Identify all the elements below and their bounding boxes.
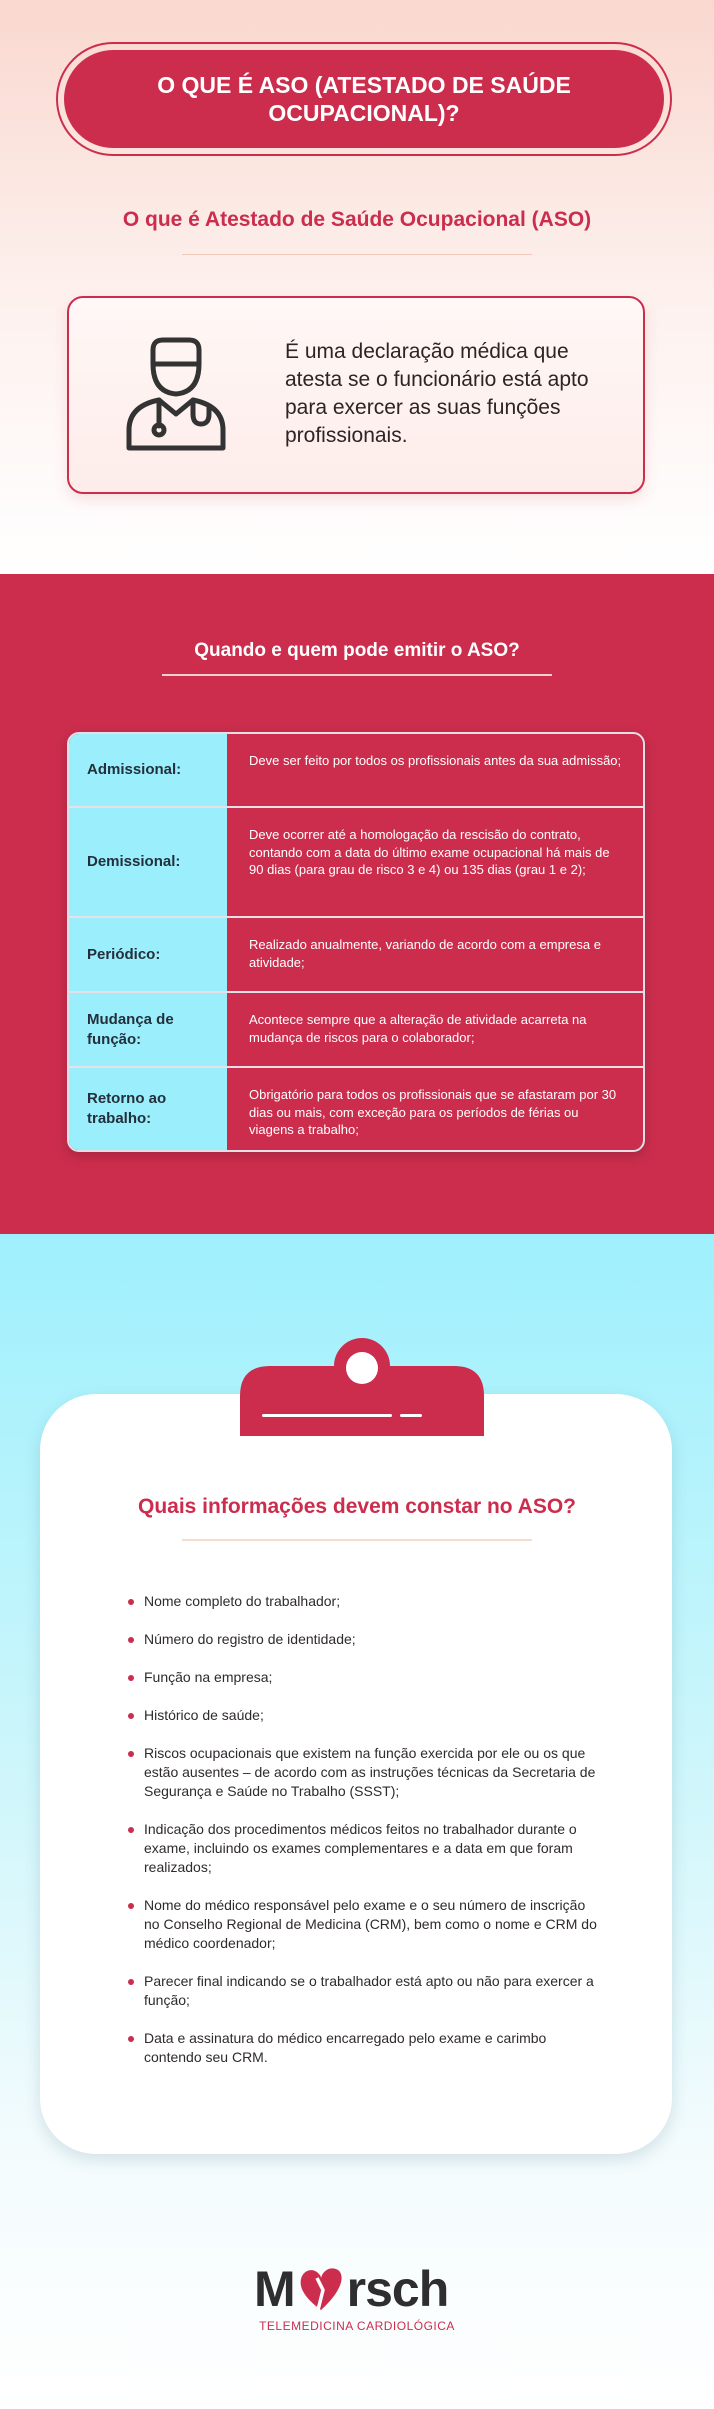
bullet-icon [128, 1599, 134, 1605]
list-item: Riscos ocupacionais que existem na função exercida por ele ou os que estão ausentes – de acordo com as instruções técnicas da Secretaria de Segurança e Saúde no Trabalho (SSST); [128, 1744, 598, 1801]
divider [182, 254, 532, 255]
page-title: O QUE É ASO (ATESTADO DE SAÚDE OCUPACIONAL)? [64, 50, 664, 148]
info-section-title: Quais informações devem constar no ASO? [137, 1495, 576, 1518]
list-item: Data e assinatura do médico encarregado pelo exame e carimbo contendo seu CRM. [128, 2029, 598, 2067]
aso-type-description: Deve ocorrer até a homologação da rescisão do contrato, contando com a data do último exame ocupacional há mais de 90 dias (para grau de risco 3 e 4) ou 135 dias (grau 1 e 2); [249, 827, 610, 877]
intro-section [0, 0, 714, 574]
list-item: Nome do médico responsável pelo exame e o seu número de inscrição no Conselho Regional de Medicina (CRM), bem como o nome e CRM do médico coordenador; [128, 1896, 598, 1953]
when-section [0, 574, 714, 1234]
table-row [69, 1068, 643, 1150]
list-item: Histórico de saúde; [128, 1706, 598, 1725]
list-item: Função na empresa; [128, 1668, 598, 1687]
logo-letters: rsch [346, 2261, 449, 2317]
logo-wordmark [254, 2257, 448, 2317]
info-section [0, 1234, 714, 2409]
divider [162, 674, 552, 676]
list-item: Indicação dos procedimentos médicos feitos no trabalhador durante o exame, incluindo os exames complementares e a data em que foram realizados; [128, 1820, 598, 1877]
aso-type-label: Retorno ao trabalho: [69, 1068, 227, 1150]
when-section-title: Quando e quem pode emitir o ASO? [194, 640, 520, 661]
logo-tagline: TELEMEDICINA CARDIOLÓGICA [259, 2319, 455, 2333]
list-item: Parecer final indicando se o trabalhador está apto ou não para exercer a função; [128, 1972, 598, 2010]
info-list [128, 1592, 598, 2086]
intro-subtitle: O que é Atestado de Saúde Ocupacional (ASO) [122, 208, 592, 231]
aso-type-label: Demissional: [69, 808, 227, 916]
list-item: Nome completo do trabalhador; [128, 1592, 598, 1611]
bullet-icon [128, 1713, 134, 1719]
aso-type-description: Deve ser feito por todos os profissionais antes da sua admissão; [249, 753, 622, 768]
bullet-icon [128, 1751, 134, 1757]
brand-logo [0, 2257, 714, 2347]
aso-type-description: Acontece sempre que a alteração de atividade acarreta na mudança de riscos para o colaborador; [249, 1012, 587, 1045]
bullet-icon [128, 1675, 134, 1681]
definition-text: É uma declaração médica que atesta se o funcionário está apto para exercer as suas funções profissionais. [285, 340, 589, 447]
logo-letter: M [254, 2261, 295, 2317]
doctor-icon [121, 334, 231, 454]
aso-type-label: Periódico: [69, 918, 227, 991]
aso-type-description: Obrigatório para todos os profissionais que se afastaram por 30 dias ou mais, com exceção para os períodos de férias ou viagens a trabalho; [249, 1087, 617, 1137]
title-banner [56, 42, 672, 156]
bullet-icon [128, 1903, 134, 1909]
bullet-icon [128, 1637, 134, 1643]
bullet-icon [128, 1979, 134, 1985]
heart-icon [297, 2264, 345, 2314]
table-row [69, 808, 643, 918]
divider [182, 1539, 532, 1541]
aso-types-table [67, 732, 645, 1152]
definition-card [67, 296, 645, 494]
table-row [69, 993, 643, 1068]
clipboard-clip-icon [222, 1286, 502, 1436]
aso-type-description: Realizado anualmente, variando de acordo com a empresa e atividade; [249, 937, 601, 970]
table-row [69, 734, 643, 808]
bullet-icon [128, 2036, 134, 2042]
list-item: Número do registro de identidade; [128, 1630, 598, 1649]
aso-type-label: Mudança de função: [69, 993, 227, 1066]
bullet-icon [128, 1827, 134, 1833]
table-row [69, 918, 643, 993]
aso-type-label: Admissional: [69, 734, 227, 806]
